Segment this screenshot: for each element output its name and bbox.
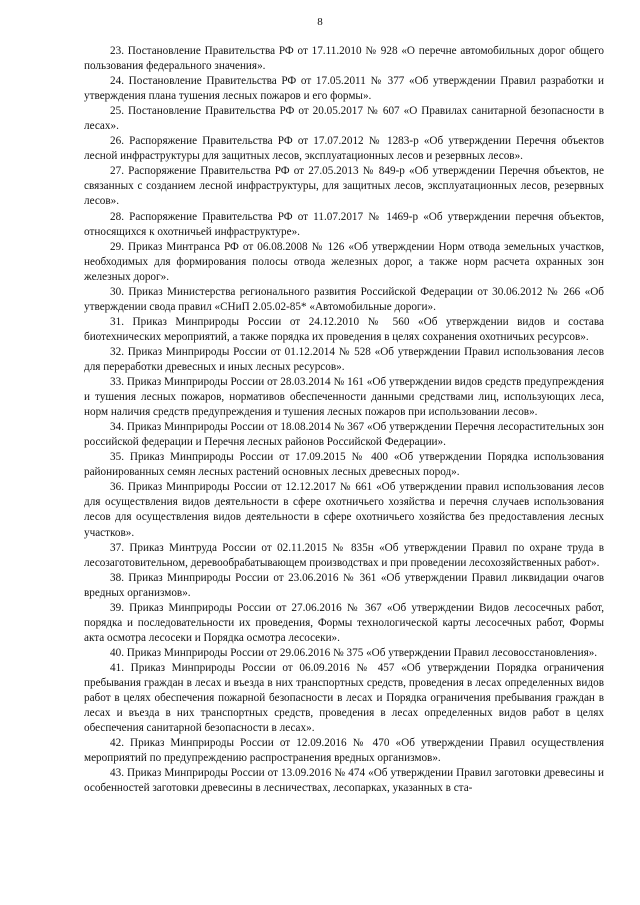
list-item: 35. Приказ Минприроды России от 17.09.2015 № 400 «Об утверждении Порядка использования районированных семян лесных растений основных лесных древесных пород».	[84, 451, 604, 479]
list-item: 28. Распоряжение Правительства РФ от 11.07.2017 № 1469-р «Об утверждении перечня объектов, относящихся к охотничьей инфраструктуре».	[84, 210, 604, 238]
list-item: 32. Приказ Минприроды России от 01.12.2014 № 528 «Об утверждении Правил использования лесов для переработки древесных и иных лесных ресурсов».	[84, 345, 604, 373]
list-item: 42. Приказ Минприроды России от 12.09.2016 № 470 «Об утверждении Правил осуществления мероприятий по предупреждению распространения вредных организмов».	[84, 737, 604, 765]
list-item: 39. Приказ Минприроды России от 27.06.2016 № 367 «Об утверждении Видов лесосечных работ, порядка и последовательности их проведения, Формы технологической карты лесосечных работ, Формы акта осмотра лесосеки и Порядка осмотра лесосеки».	[84, 601, 604, 644]
list-item: 23. Постановление Правительства РФ от 17.11.2010 № 928 «О перечне автомобильных дорог общего пользования федерального значения».	[84, 45, 604, 73]
list-item: 43. Приказ Минприроды России от 13.09.2016 № 474 «Об утверждении Правил заготовки древесины и особенностей заготовки древесины в лесничествах, лесопарках, указанных в ста-	[84, 767, 604, 795]
list-item: 37. Приказ Минтруда России от 02.11.2015 № 835н «Об утверждении Правил по охране труда в лесозаготовительном, деревообрабатывающем производствах и при проведении лесохозяйственных работ».	[84, 541, 604, 569]
list-item: 34. Приказ Минприроды России от 18.08.2014 № 367 «Об утверждении Перечня лесорастительных зон российской федерации и Перечня лесных районов Российской Федерации».	[84, 421, 604, 449]
list-item: 26. Распоряжение Правительства РФ от 17.07.2012 № 1283-р «Об утверждении Перечня объектов лесной инфраструктуры для защитных лесов, эксплуатационных лесов и резервных лесов».	[84, 135, 604, 163]
list-item: 27. Распоряжение Правительства РФ от 27.05.2013 № 849-р «Об утверждении Перечня объектов, не связанных с созданием лесной инфраструктуры, для защитных лесов, эксплуатационных лесов, резервных лесов».	[84, 165, 604, 208]
list-item: 31. Приказ Минприроды России от 24.12.2010 № 560 «Об утверждении видов и состава биотехнических мероприятий, а также порядка их проведения в целях сохранения охотничьих ресурсов».	[84, 315, 604, 343]
list-item: 30. Приказ Министерства регионального развития Российской Федерации от 30.06.2012 № 266 «Об утверждении свода правил «СНиП 2.05.02-85* «Автомобильные дороги».	[84, 285, 604, 313]
list-item: 36. Приказ Минприроды России от 12.12.2017 № 661 «Об утверждении правил использования лесов для осуществления видов деятельности в сфере охотничьего хозяйства и перечня случаев использования лесов для осуществления видов деятельности в сфере охотничьего хозяйства без предоставления лесных участков».	[84, 481, 604, 539]
list-item: 41. Приказ Минприроды России от 06.09.2016 № 457 «Об утверждении Порядка ограничения пребывания граждан в лесах и въезда в них транспортных средств, проведения в лесах определенных видов работ в целях обеспечения пожарной безопасности в лесах и Порядка ограничения пребывания граждан в лесах и въезда в них транспортных средств, проведения в лесах определенных видов работ в целях обеспечения санитарной безопасности в лесах».	[84, 661, 604, 735]
list-item: 25. Постановление Правительства РФ от 20.05.2017 № 607 «О Правилах санитарной безопасности в лесах».	[84, 105, 604, 133]
list-item: 40. Приказ Минприроды России от 29.06.2016 № 375 «Об утверждении Правил лесовосстановления».	[110, 646, 598, 659]
regulations-list	[84, 44, 604, 796]
list-item: 38. Приказ Минприроды России от 23.06.2016 № 361 «Об утверждении Правил ликвидации очагов вредных организмов».	[84, 571, 604, 599]
list-item: 24. Постановление Правительства РФ от 17.05.2011 № 377 «Об утверждении Правил разработки и утверждения плана тушения лесных пожаров и его формы».	[84, 75, 604, 103]
page-number: 8	[317, 16, 323, 28]
list-item: 33. Приказ Минприроды России от 28.03.2014 № 161 «Об утверждении видов средств предупреждения и тушения лесных пожаров, нормативов обеспеченности данными средствами лиц, использующих леса, норм наличия средств предупреждения и тушения лесных пожаров при использовании лесов».	[84, 376, 604, 419]
list-item: 29. Приказ Минтранса РФ от 06.08.2008 № 126 «Об утверждении Норм отвода земельных участков, необходимых для формирования полосы отвода железных дорог, а также норм расчета охранных зон железных дорог».	[84, 240, 604, 283]
